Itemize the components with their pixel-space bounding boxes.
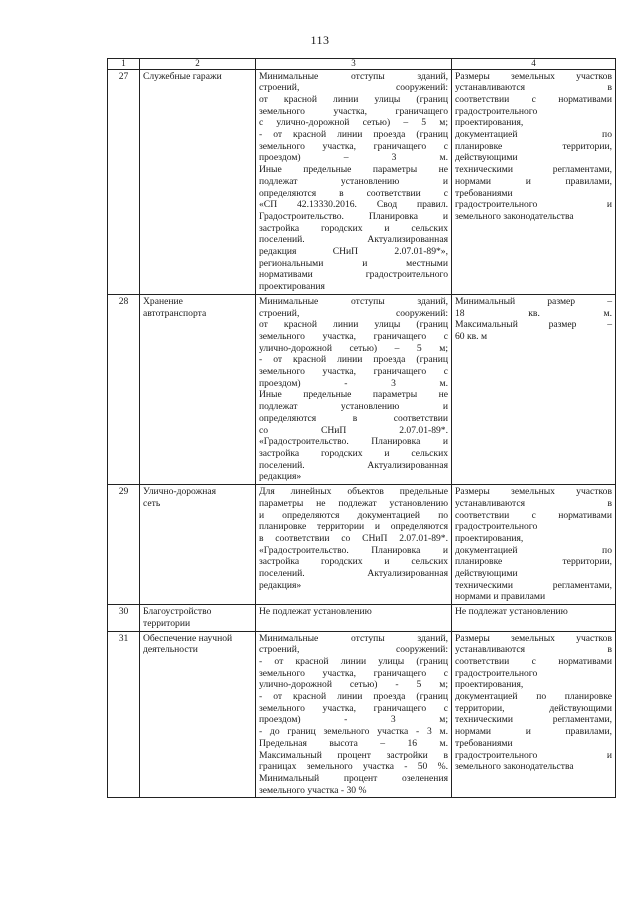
cell-text-line: соответствии с нормативами <box>455 93 612 105</box>
cell-text-line: проездом) – 3 м. <box>259 152 448 164</box>
cell-text-line: - до границ земельного участка - 3 м. <box>259 726 448 738</box>
cell-text-line: устанавливаются в <box>455 644 612 656</box>
cell-text-line: устанавливаются в <box>455 497 612 509</box>
cell-text-line: территории <box>143 617 191 629</box>
row-parameters <box>256 69 452 294</box>
cell-text-line: градостроительного <box>455 105 538 117</box>
row-land-size <box>452 69 616 294</box>
cell-text-line: земельного участка, граничащего с <box>259 330 448 342</box>
cell-text-line: Не подлежат установлению <box>455 606 568 618</box>
cell-text-line: редакция» <box>259 579 302 591</box>
row-parameters <box>256 631 452 798</box>
cell-text-line: соответствии с нормативами <box>455 655 612 667</box>
cell-text-line: застройка городских и сельских <box>259 222 448 234</box>
cell-text-line: документацией по <box>455 129 612 141</box>
cell-text-line: проездом) - 3 м. <box>259 377 448 389</box>
cell-text-line: Минимальные отступы зданий, <box>259 632 448 644</box>
cell-text-line: требованиями <box>455 187 513 199</box>
cell-text-line: проектирования, <box>455 679 524 691</box>
cell-text-line: проектирования <box>259 281 325 293</box>
cell-text-line: нормативами градостроительного <box>259 269 448 281</box>
cell-text-line: со СНиП 2.07.01-89*. <box>259 424 448 436</box>
row-land-size <box>452 605 616 631</box>
page-number: 113 <box>310 33 330 47</box>
cell-text-line: проектирования, <box>455 117 524 129</box>
row-number: 30 <box>108 605 140 631</box>
cell-text-line: нормами и правилами, <box>455 175 612 187</box>
cell-text-line: Максимальный процент застройки в <box>259 749 448 761</box>
cell-text-line: строений, сооружений: <box>259 307 448 319</box>
cell-text-line: - от красной линии проезда (границ <box>259 129 448 141</box>
cell-text-line: - от красной линии проезда (границ <box>259 691 448 703</box>
cell-text-line: Минимальный размер – <box>455 295 612 307</box>
cell-text-line: - от красной линии улицы (границ <box>259 655 448 667</box>
cell-text-line: строений, сооружений: <box>259 644 448 656</box>
row-name <box>140 631 256 798</box>
cell-text-line: Улично-дорожная <box>143 486 217 498</box>
cell-text-line: подлежат установлению и <box>259 175 448 187</box>
column-header-3: 3 <box>256 59 452 70</box>
cell-text-line: соответствии с нормативами <box>455 509 612 521</box>
cell-text-line: редакция» <box>259 471 302 483</box>
cell-text-line: Обеспечение научной <box>143 632 233 644</box>
cell-text-line: застройка городских и сельских <box>259 448 448 459</box>
cell-text-line: Размеры земельных участков <box>455 632 612 644</box>
cell-text-line: нормами и правилами <box>455 591 546 603</box>
cell-text-line: 18 кв. м. <box>455 307 612 319</box>
cell-text-line: Максимальный размер – <box>455 319 612 331</box>
column-header-2: 2 <box>140 59 256 70</box>
row-parameters <box>256 294 452 484</box>
cell-text-line: в соответствии со СНиП 2.07.01-89*. <box>259 532 448 544</box>
cell-text-line: земельного участка, граничащего с <box>259 702 448 714</box>
column-header-4: 4 <box>452 59 616 70</box>
cell-text-line: деятельности <box>143 644 198 656</box>
cell-text-line: Для линейных объектов предельные <box>259 486 448 498</box>
cell-text-line: подлежат установлению и <box>259 401 448 413</box>
cell-text-line: Не подлежат установлению <box>259 606 372 618</box>
cell-text-line: градостроительного <box>455 521 538 533</box>
cell-text-line: «СП 42.13330.2016. Свод правил. <box>259 199 448 211</box>
cell-text-line: документацией по <box>455 544 612 556</box>
cell-text-line: техническими регламентами, <box>455 579 612 591</box>
row-number: 27 <box>108 69 140 294</box>
cell-text-line: Минимальный процент озеленения <box>259 772 448 784</box>
cell-text-line: земельного законодательства <box>455 210 574 222</box>
cell-text-line: Минимальные отступы зданий, <box>259 70 448 82</box>
cell-text-line: проездом) - 3 м; <box>259 714 448 726</box>
cell-text-line: редакция СНиП 2.07.01-89*», <box>259 246 448 258</box>
cell-text-line: Градостроительство. Планировка и <box>259 210 448 222</box>
cell-text-line: устанавливаются в <box>455 82 612 94</box>
cell-text-line: и определяются документацией по <box>259 509 448 521</box>
cell-text-line: с улично-дорожной сетью) – 5 м; <box>259 117 448 129</box>
cell-text-line: проектирования, <box>455 532 524 544</box>
cell-text-line: застройка городских и сельских <box>259 556 448 568</box>
cell-text-line: «Градостроительство. Планировка и <box>259 544 448 556</box>
row-name <box>140 485 256 605</box>
cell-text-line: сеть <box>143 497 161 509</box>
cell-text-line: земельного участка, граничащего <box>259 105 448 117</box>
cell-text-line: техническими регламентами, <box>455 714 612 726</box>
cell-text-line: улично-дорожной сетью) - 5 м; <box>259 679 448 691</box>
cell-text-line: параметры не подлежат установлению <box>259 497 448 509</box>
table-row <box>108 605 616 631</box>
cell-text-line: Иные предельные параметры не <box>259 389 448 401</box>
cell-text-line: улично-дорожной сетью) – 5 м; <box>259 342 448 354</box>
cell-text-line: планировке территории, <box>455 556 612 568</box>
cell-text-line: Хранение <box>143 295 183 307</box>
table-row <box>108 294 616 484</box>
cell-text-line: земельного законодательства <box>455 761 574 773</box>
cell-text-line: региональными и местными <box>259 257 448 269</box>
cell-text-line: 60 кв. м <box>455 330 488 342</box>
cell-text-line: земельного участка - 30 % <box>259 784 367 796</box>
row-parameters <box>256 485 452 605</box>
cell-text-line: границах земельного участка - 50 %. <box>259 761 448 773</box>
cell-text-line: Иные предельные параметры не <box>259 164 448 176</box>
cell-text-line: территории, действующими <box>455 702 612 714</box>
row-parameters <box>256 605 452 631</box>
cell-text-line: строений, сооружений: <box>259 82 448 94</box>
cell-text-line: Минимальные отступы зданий, <box>259 295 448 307</box>
cell-text-line: земельного участка, граничащего с <box>259 366 448 378</box>
cell-text-line: техническими регламентами, <box>455 164 612 176</box>
row-land-size <box>452 294 616 484</box>
cell-text-line: Размеры земельных участков <box>455 486 612 498</box>
table-header-row <box>108 59 616 70</box>
cell-text-line: планировке территории, <box>455 140 612 152</box>
cell-text-line: градостроительного и <box>455 199 612 211</box>
cell-text-line: - от красной линии проезда (границ <box>259 354 448 366</box>
table-row <box>108 485 616 605</box>
cell-text-line: земельного участка, граничащего с <box>259 667 448 679</box>
row-name <box>140 69 256 294</box>
table-row <box>108 631 616 798</box>
cell-text-line: от красной линии улицы (границ <box>259 319 448 331</box>
cell-text-line: Предельная высота – 16 м. <box>259 737 448 749</box>
row-name <box>140 605 256 631</box>
cell-text-line: документацией по планировке <box>455 691 612 703</box>
cell-text-line: земельного участка, граничащего с <box>259 140 448 152</box>
row-number: 28 <box>108 294 140 484</box>
cell-text-line: поселений. Актуализированная <box>259 568 448 580</box>
column-header-1: 1 <box>108 59 140 70</box>
row-name <box>140 294 256 484</box>
cell-text-line: поселений. Актуализированная <box>259 459 448 471</box>
cell-text-line: Размеры земельных участков <box>455 70 612 82</box>
row-number: 31 <box>108 631 140 798</box>
row-land-size <box>452 631 616 798</box>
cell-text-line: поселений. Актуализированная <box>259 234 448 246</box>
cell-text-line: планировке территории и определяются <box>259 521 448 533</box>
row-land-size <box>452 485 616 605</box>
cell-text-line: от красной линии улицы (границ <box>259 93 448 105</box>
cell-text-line: действующими <box>455 568 518 580</box>
regulations-table <box>107 58 616 798</box>
cell-text-line: определяются в соответствии <box>259 412 448 424</box>
cell-text-line: требованиями <box>455 737 513 749</box>
cell-text-line: нормами и правилами, <box>455 726 612 738</box>
cell-text-line: автотранспорта <box>143 307 207 319</box>
row-number: 29 <box>108 485 140 605</box>
cell-text-line: действующими <box>455 152 518 164</box>
cell-text-line: «Градостроительство. Планировка и <box>259 436 448 448</box>
table-row <box>108 69 616 294</box>
cell-text-line: Служебные гаражи <box>143 70 222 82</box>
table-body <box>108 69 616 798</box>
cell-text-line: Благоустройство <box>143 606 212 618</box>
cell-text-line: определяются в соответствии с <box>259 187 448 199</box>
cell-text-line: градостроительного <box>455 667 538 679</box>
cell-text-line: градостроительного и <box>455 749 612 761</box>
